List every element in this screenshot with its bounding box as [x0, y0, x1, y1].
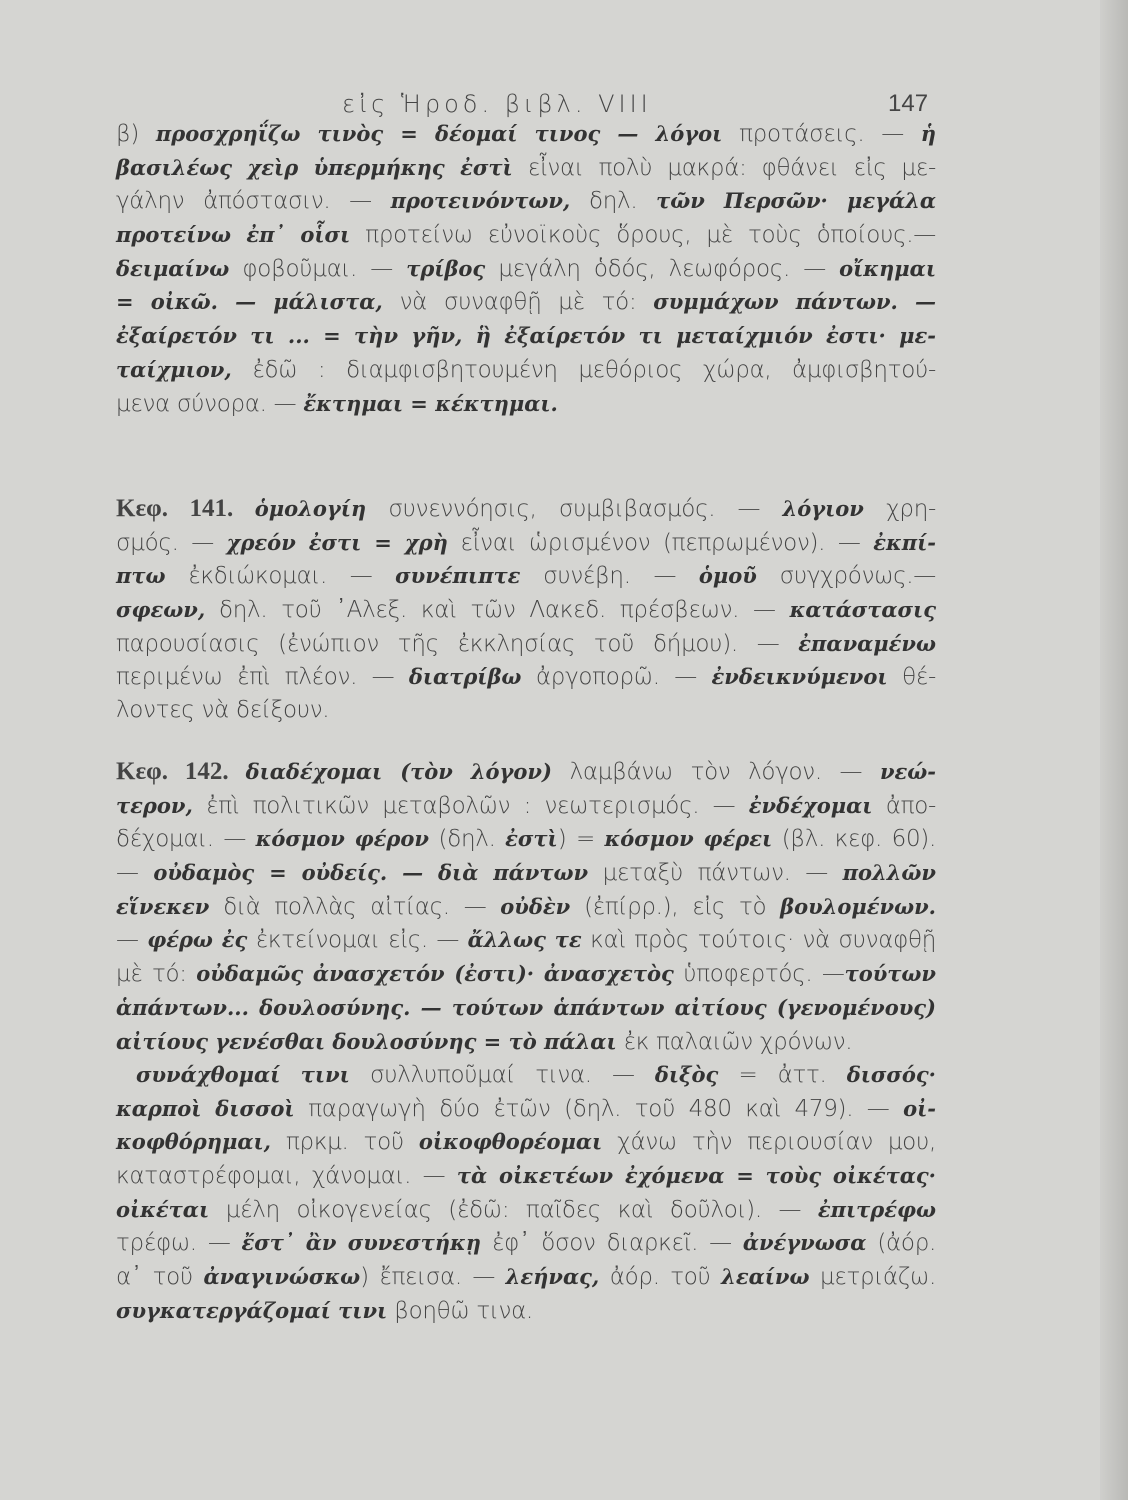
paragraph-chapter-142 [116, 755, 936, 1058]
lemma-text: διαδέχομαι (τὸν λόγον) [245, 759, 552, 784]
gloss-text: συνέβη. — [520, 563, 699, 590]
lemma-text: χρεόν ἐστι = χρὴ [226, 529, 448, 555]
text-line [116, 1260, 936, 1294]
lemma-text: νεώ- [879, 759, 936, 784]
text-line [116, 285, 936, 319]
gloss-text: εἶναι πολὺ μακρά: φθάνει εἰς με- [512, 154, 936, 181]
gloss-text: ) = [557, 826, 605, 853]
lemma-text: δειμαίνω [116, 255, 230, 281]
lemma-text: λεαίνω [721, 1264, 810, 1290]
lemma-text: προτείνω ἐπ᾽ οἷσι [116, 222, 351, 248]
gloss-text: παρουσίασις (ἐνώπιον τῆς ἐκκλησίας τοῦ δήμου). — [116, 630, 799, 657]
gloss-text: μεγάλη ὁδός, λεωφόρος. — [485, 255, 840, 282]
text-line [116, 559, 936, 593]
lemma-text: βουλομένων. [780, 893, 936, 919]
gloss-text: παραγωγὴ δύο ἐτῶν (δηλ. τοῦ 480 καὶ 479). — [294, 1095, 904, 1122]
gloss-text: συνεννόησις, συμβιβασμός. — [366, 496, 783, 522]
lemma-text: δισσός· [846, 1062, 936, 1087]
paragraph-chapter-142-continued [116, 1058, 936, 1328]
lemma-text: οὐδὲν [500, 893, 571, 919]
lemma-text: οὐδαμὸς = οὐδείς. — διὰ πάντων [153, 860, 589, 886]
text-line [116, 117, 936, 151]
gloss-text: δέχομαι. — [116, 826, 256, 853]
chapter-heading: Κεφ. 141. [116, 495, 255, 522]
gloss-text: ἐκτείνομαι εἰς. — [247, 927, 468, 954]
gloss-text: γάλην ἀπόστασιν. — [116, 188, 391, 215]
gloss-text: (ἀόρ. [866, 1230, 937, 1257]
gloss-text: — [116, 927, 148, 954]
gloss-text: καὶ πρὸς τούτοις· νὰ συναφθῇ [581, 927, 936, 954]
text-line [116, 1294, 936, 1328]
text-line [116, 526, 936, 560]
gloss-text: ἀπο- [872, 792, 936, 819]
gloss-text: ἐκ παλαιῶν χρόνων. [616, 1028, 853, 1055]
gloss-text: = ἀττ. [718, 1062, 847, 1088]
lemma-text: συμμάχων πάντων. — [653, 289, 936, 315]
text-line [116, 991, 936, 1025]
lemma-text: ταίχμιον, [116, 356, 232, 382]
lemma-text: διατρίβω [408, 664, 522, 690]
lemma-text: συγκατεργάζομαί τινι [116, 1297, 388, 1323]
text-line [116, 822, 936, 856]
text-line [116, 755, 936, 789]
gloss-text: ἐδῶ : διαμφισβητουμένη μεθόριος χώρα, ἀμφισβητού- [231, 356, 936, 383]
gloss-text: μετριάζω. [809, 1264, 936, 1291]
gloss-text: μέλη οἰκογενείας (ἐδῶ: παῖδες καὶ δοῦλοι). — [209, 1196, 818, 1223]
text-line [116, 923, 936, 957]
lemma-text: ἡ [920, 121, 936, 146]
lemma-text: ἄλλως τε [467, 927, 582, 953]
gloss-text: εἶναι ὡρισμένον (πεπρωμένον). — [447, 529, 874, 556]
gloss-text: ἀργοπορῶ. — [521, 664, 712, 691]
lemma-text: διξὸς [654, 1062, 719, 1087]
text-line [116, 1193, 936, 1227]
gloss-text: ὑποφερτός. — [673, 961, 845, 988]
gloss-text: ἐφ᾽ ὅσον διαρκεῖ. — [481, 1230, 743, 1257]
page-edge-shadow [1100, 0, 1128, 1500]
lemma-text: ἔστ᾽ ἂν συνεστήκῃ [241, 1230, 482, 1256]
running-title: εἰς Ἡροδ. βιβλ. VIII [342, 90, 652, 118]
lemma-text: ἐνδέχομαι [748, 792, 873, 818]
text-line [116, 1226, 936, 1260]
gloss-text: καταστρέφομαι, χάνομαι. — [116, 1163, 457, 1190]
lemma-text: τερον, [116, 792, 193, 818]
lemma-text: κόσμον φέρον [255, 826, 429, 852]
lemma-text: πολλῶν [842, 860, 936, 886]
gloss-text: μεταξὺ πάντων. — [588, 860, 843, 887]
page-number: 147 [888, 90, 929, 117]
lemma-text: ὁμοῦ [698, 563, 757, 589]
gloss-text: χρη- [863, 496, 936, 522]
text-line [116, 1025, 936, 1059]
gloss-text: δηλ. τοῦ ᾿Αλεξ. καὶ τῶν Λακεδ. πρέσβεων. — [205, 597, 790, 624]
lemma-text: τρίβος [406, 255, 486, 281]
paragraph-intro [116, 117, 936, 420]
lemma-text: τούτων [844, 961, 936, 987]
lemma-text: οἴκημαι [839, 255, 936, 281]
lemma-text: σφεων, [116, 597, 206, 623]
text-line [116, 218, 936, 252]
lemma-text: ἔκτημαι = κέκτημαι. [303, 390, 558, 416]
gloss-text: (βλ. κεφ. 60). [772, 826, 936, 853]
gloss-text: δηλ. [570, 188, 657, 215]
lemma-text: ἐπιτρέφω [817, 1196, 936, 1222]
text-line [116, 593, 936, 627]
lemma-text: οἰκοφθορέομαι [418, 1129, 603, 1155]
gloss-text: ἐπὶ πολιτικῶν μεταβολῶν : νεωτερισμός. — [192, 792, 749, 819]
gloss-text: βοηθῶ τινα. [387, 1297, 533, 1324]
lemma-text: = οἰκῶ. — μάλιστα, [116, 289, 383, 315]
lemma-text: οἰ- [903, 1095, 936, 1121]
lemma-text: οὐδαμῶς ἀνασχετόν (ἐστι)· ἀνασχετὸς [196, 961, 674, 987]
lemma-text: τὰ οἰκετέων ἐχόμενα = τοὺς οἰκέτας· [456, 1163, 936, 1189]
lemma-text: ἐπαναμένω [798, 630, 936, 656]
lemma-text: τῶν Περσῶν· μεγάλα [656, 188, 936, 214]
text-line [116, 694, 936, 728]
gloss-text: (ἐπίρρ.), εἰς τὸ [570, 893, 781, 920]
lemma-text: προσχρηΐζω τινὸς = δέομαί τινος — λόγοι [155, 121, 723, 146]
gloss-text: χάνω τὴν περιουσίαν μου, [602, 1129, 936, 1156]
lemma-text: ἀνέγνωσα [742, 1230, 867, 1256]
lemma-text: κοφθόρημαι, [116, 1129, 271, 1155]
gloss-text: ἀόρ. τοῦ [599, 1264, 722, 1291]
lemma-text: συνέπιπτε [395, 563, 521, 589]
lemma-text: φέρω ἐς [147, 927, 248, 953]
gloss-text: διὰ πολλὰς αἰτίας. — [209, 893, 501, 920]
gloss-text: λαμβάνω τὸν λόγον. — [551, 759, 880, 785]
text-line [116, 387, 936, 421]
text-line [116, 1125, 936, 1159]
lemma-text: κατάστασις [789, 597, 936, 623]
gloss-text: (δηλ. [428, 826, 506, 853]
text-line [116, 492, 936, 526]
gloss-text: β) [116, 121, 156, 147]
lemma-text: πτω [116, 563, 166, 589]
gloss-text: α᾽ τοῦ [116, 1264, 204, 1291]
lemma-text: ἐκπί- [873, 529, 936, 555]
gloss-text: φοβοῦμαι. — [229, 255, 407, 282]
gloss-text: νὰ συναφθῇ μὲ τό: [382, 289, 654, 316]
lemma-text: ἐξαίρετόν τι ... = τὴν γῆν, ἣ ἐξαίρετόν τι μεταίχμιόν ἐστι· με- [116, 323, 936, 349]
chapter-heading: Κεφ. 142. [116, 758, 246, 785]
text-line [116, 252, 936, 286]
lemma-text: ἀναγινώσκω [203, 1264, 361, 1290]
text-line [116, 890, 936, 924]
paragraph-chapter-141 [116, 492, 936, 728]
text-line [116, 856, 936, 890]
gloss-text: θέ- [887, 664, 936, 691]
text-line [116, 627, 936, 661]
text-line [116, 151, 936, 185]
gloss-text: ἐκδιώκομαι. — [165, 563, 396, 590]
gloss-text: μὲ τό: [116, 961, 197, 988]
text-line [116, 957, 936, 991]
gloss-text: λοντες νὰ δείξουν. [116, 697, 330, 724]
lemma-text: καρποὶ δισσοὶ [116, 1095, 295, 1121]
text-line [116, 660, 936, 694]
gloss-text: ) ἔπεισα. — [360, 1264, 506, 1291]
lemma-text: ἐστὶ [505, 826, 558, 852]
lemma-text: αἰτίους γενέσθαι δουλοσύνης = τὸ πάλαι [116, 1028, 617, 1054]
text-line [116, 184, 936, 218]
text-line [116, 789, 936, 823]
text-line [116, 1058, 936, 1092]
gloss-text: τρέφω. — [116, 1230, 242, 1257]
lemma-text: λεήνας, [505, 1264, 600, 1290]
gloss-text: συλλυποῦμαί τινα. — [349, 1062, 655, 1088]
lemma-text: συνάχθομαί τινι [136, 1062, 350, 1087]
gloss-text: σμός. — [116, 529, 227, 556]
lemma-text: βασιλέως χεὶρ ὑπερμήκης ἐστὶ [116, 154, 513, 180]
lemma-text: ἁπάντων... δουλοσύνης. — τούτων ἁπάντων αἰτίους (γενομένους) [116, 994, 936, 1020]
text-line [116, 353, 936, 387]
text-line [116, 319, 936, 353]
lemma-text: κόσμον φέρει [604, 826, 773, 852]
gloss-text: προτείνω εὐνοϊκοὺς ὅρους, μὲ τοὺς ὁποίους.— [350, 222, 936, 249]
lemma-text: ὁμολογίη [254, 496, 367, 521]
gloss-text: περιμένω ἐπὶ πλέον. — [116, 664, 409, 691]
gloss-text: συγχρόνως.— [756, 563, 936, 590]
gloss-text: πρκμ. τοῦ [271, 1129, 419, 1156]
text-line [116, 1159, 936, 1193]
gloss-text: — [116, 860, 154, 887]
lemma-text: προτεινόντων, [390, 188, 571, 214]
lemma-text: εἵνεκεν [116, 893, 210, 919]
text-line [116, 1092, 936, 1126]
lemma-text: οἰκέται [116, 1196, 210, 1222]
lemma-text: ἐνδεικνύμενοι [711, 664, 888, 690]
gloss-text: προτάσεις. — [722, 121, 921, 147]
gloss-text: μενα σύνορα. — [116, 390, 304, 417]
lemma-text: λόγιον [782, 496, 864, 521]
